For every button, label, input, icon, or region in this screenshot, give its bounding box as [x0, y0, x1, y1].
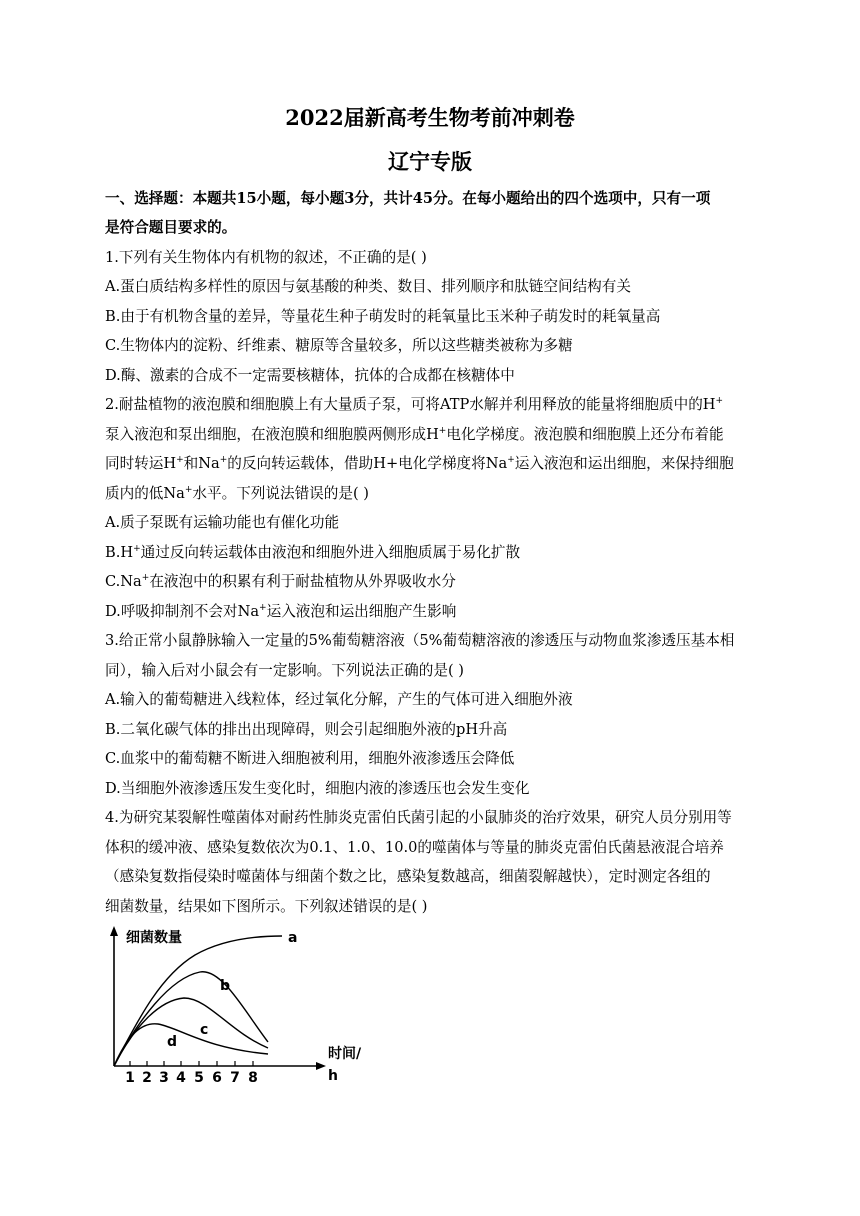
x-tick-labels — [125, 1070, 258, 1086]
curve-d — [114, 1024, 268, 1066]
q1-option-b: B.由于有机物含量的差异，等量花生种子萌发时的耗氧量比玉米种子萌发时的耗氧量高 — [105, 308, 661, 325]
q4-stem-line2: 体积的缓冲液、感染复数依次为0.1、1.0、10.0的噬菌体与等量的肺炎克雷伯氏菌悬液混合培养 — [105, 839, 724, 856]
paper-subtitle: 辽宁专版 — [388, 149, 472, 174]
x-axis-arrow — [316, 1062, 326, 1070]
y-axis-arrow — [110, 926, 118, 936]
q2-option-a: A.质子泵既有运输功能也有催化功能 — [105, 514, 340, 531]
q2-option-d: D.呼吸抑制剂不会对Na+运入液泡和运出细胞产生影响 — [105, 603, 457, 620]
x-tick-label-6: 6 — [212, 1070, 222, 1086]
paper-title: 2022届新高考生物考前冲刺卷 — [285, 105, 575, 130]
curve-label-c: c — [200, 1022, 209, 1038]
y-axis-label: 细菌数量 — [126, 930, 182, 946]
q3-option-a: A.输入的葡萄糖进入线粒体，经过氧化分解，产生的气体可进入细胞外液 — [105, 691, 573, 708]
q1-option-d: D.酶、激素的合成不一定需要核糖体，抗体的合成都在核糖体中 — [105, 367, 515, 384]
q1-option-c: C.生物体内的淀粉、纤维素、糖原等含量较多，所以这些糖类被称为多糖 — [105, 337, 573, 354]
curve-label-b: b — [220, 978, 231, 994]
q3-stem-line1: 3.给正常小鼠静脉输入一定量的5%葡萄糖溶液（5%葡萄糖溶液的渗透压与动物血浆渗透压基本相 — [105, 632, 735, 649]
x-tick-label-5: 5 — [194, 1070, 204, 1086]
q2-option-b: B.H+通过反向转运载体由液泡和细胞外进入细胞质属于易化扩散 — [105, 544, 521, 561]
x-tick-label-7: 7 — [230, 1070, 240, 1086]
curve-label-a: a — [288, 930, 298, 946]
section-heading-line2: 是符合题目要求的。 — [105, 219, 237, 236]
bacteria-count-figure — [100, 920, 380, 1090]
q2-stem-line1: 2.耐盐植物的液泡膜和细胞膜上有大量质子泵，可将ATP水解并利用释放的能量将细胞质中的H+ — [105, 396, 724, 413]
q4-stem-line1: 4.为研究某裂解性噬菌体对耐药性肺炎克雷伯氏菌引起的小鼠肺炎的治疗效果，研究人员分别用等 — [105, 809, 732, 826]
curve-c — [114, 998, 268, 1066]
x-tick-label-4: 4 — [176, 1070, 186, 1086]
q3-option-c: C.血浆中的葡萄糖不断进入细胞被利用，细胞外液渗透压会降低 — [105, 750, 515, 767]
q2-stem-line2: 泵入液泡和泵出细胞，在液泡膜和细胞膜两侧形成H+电化学梯度。液泡膜和细胞膜上还分布着能 — [105, 426, 724, 443]
section-heading-line1: 一、选择题：本题共15小题，每小题3分，共计45分。在每小题给出的四个选项中，只有一项 — [105, 190, 711, 207]
curve-b — [114, 972, 268, 1066]
q1-stem: 1.下列有关生物体内有机物的叙述，不正确的是( ) — [105, 249, 427, 266]
q3-option-d: D.当细胞外液渗透压发生变化时，细胞内液的渗透压也会发生变化 — [105, 780, 530, 797]
q1-option-a: A.蛋白质结构多样性的原因与氨基酸的种类、数目、排列顺序和肽链空间结构有关 — [105, 278, 631, 295]
x-axis-label-line2: h — [328, 1068, 338, 1084]
curve-label-d: d — [167, 1034, 178, 1050]
q2-option-c: C.Na+在液泡中的积累有利于耐盐植物从外界吸收水分 — [105, 573, 456, 590]
q2-stem-line3: 同时转运H+和Na+的反向转运载体，借助H+电化学梯度将Na+运入液泡和运出细胞，来保持细胞 — [105, 455, 734, 472]
x-tick-label-8: 8 — [248, 1070, 258, 1086]
x-tick-label-3: 3 — [159, 1070, 169, 1086]
x-tick-label-2: 2 — [142, 1070, 152, 1086]
q4-stem-line3: （感染复数指侵染时噬菌体与细菌个数之比，感染复数越高，细菌裂解越快），定时测定各组的 — [105, 868, 711, 885]
x-tick-label-1: 1 — [125, 1070, 135, 1086]
q3-stem-line2: 同），输入后对小鼠会有一定影响。下列说法正确的是( ) — [105, 662, 464, 679]
q4-stem-line4: 细菌数量，结果如下图所示。下列叙述错误的是( ) — [105, 898, 428, 915]
x-axis-label-line1: 时间/ — [328, 1046, 362, 1062]
q2-stem-line4: 质内的低Na+水平。下列说法错误的是( ) — [105, 485, 369, 502]
q3-option-b: B.二氧化碳气体的排出出现障碍，则会引起细胞外液的pH升高 — [105, 721, 508, 738]
